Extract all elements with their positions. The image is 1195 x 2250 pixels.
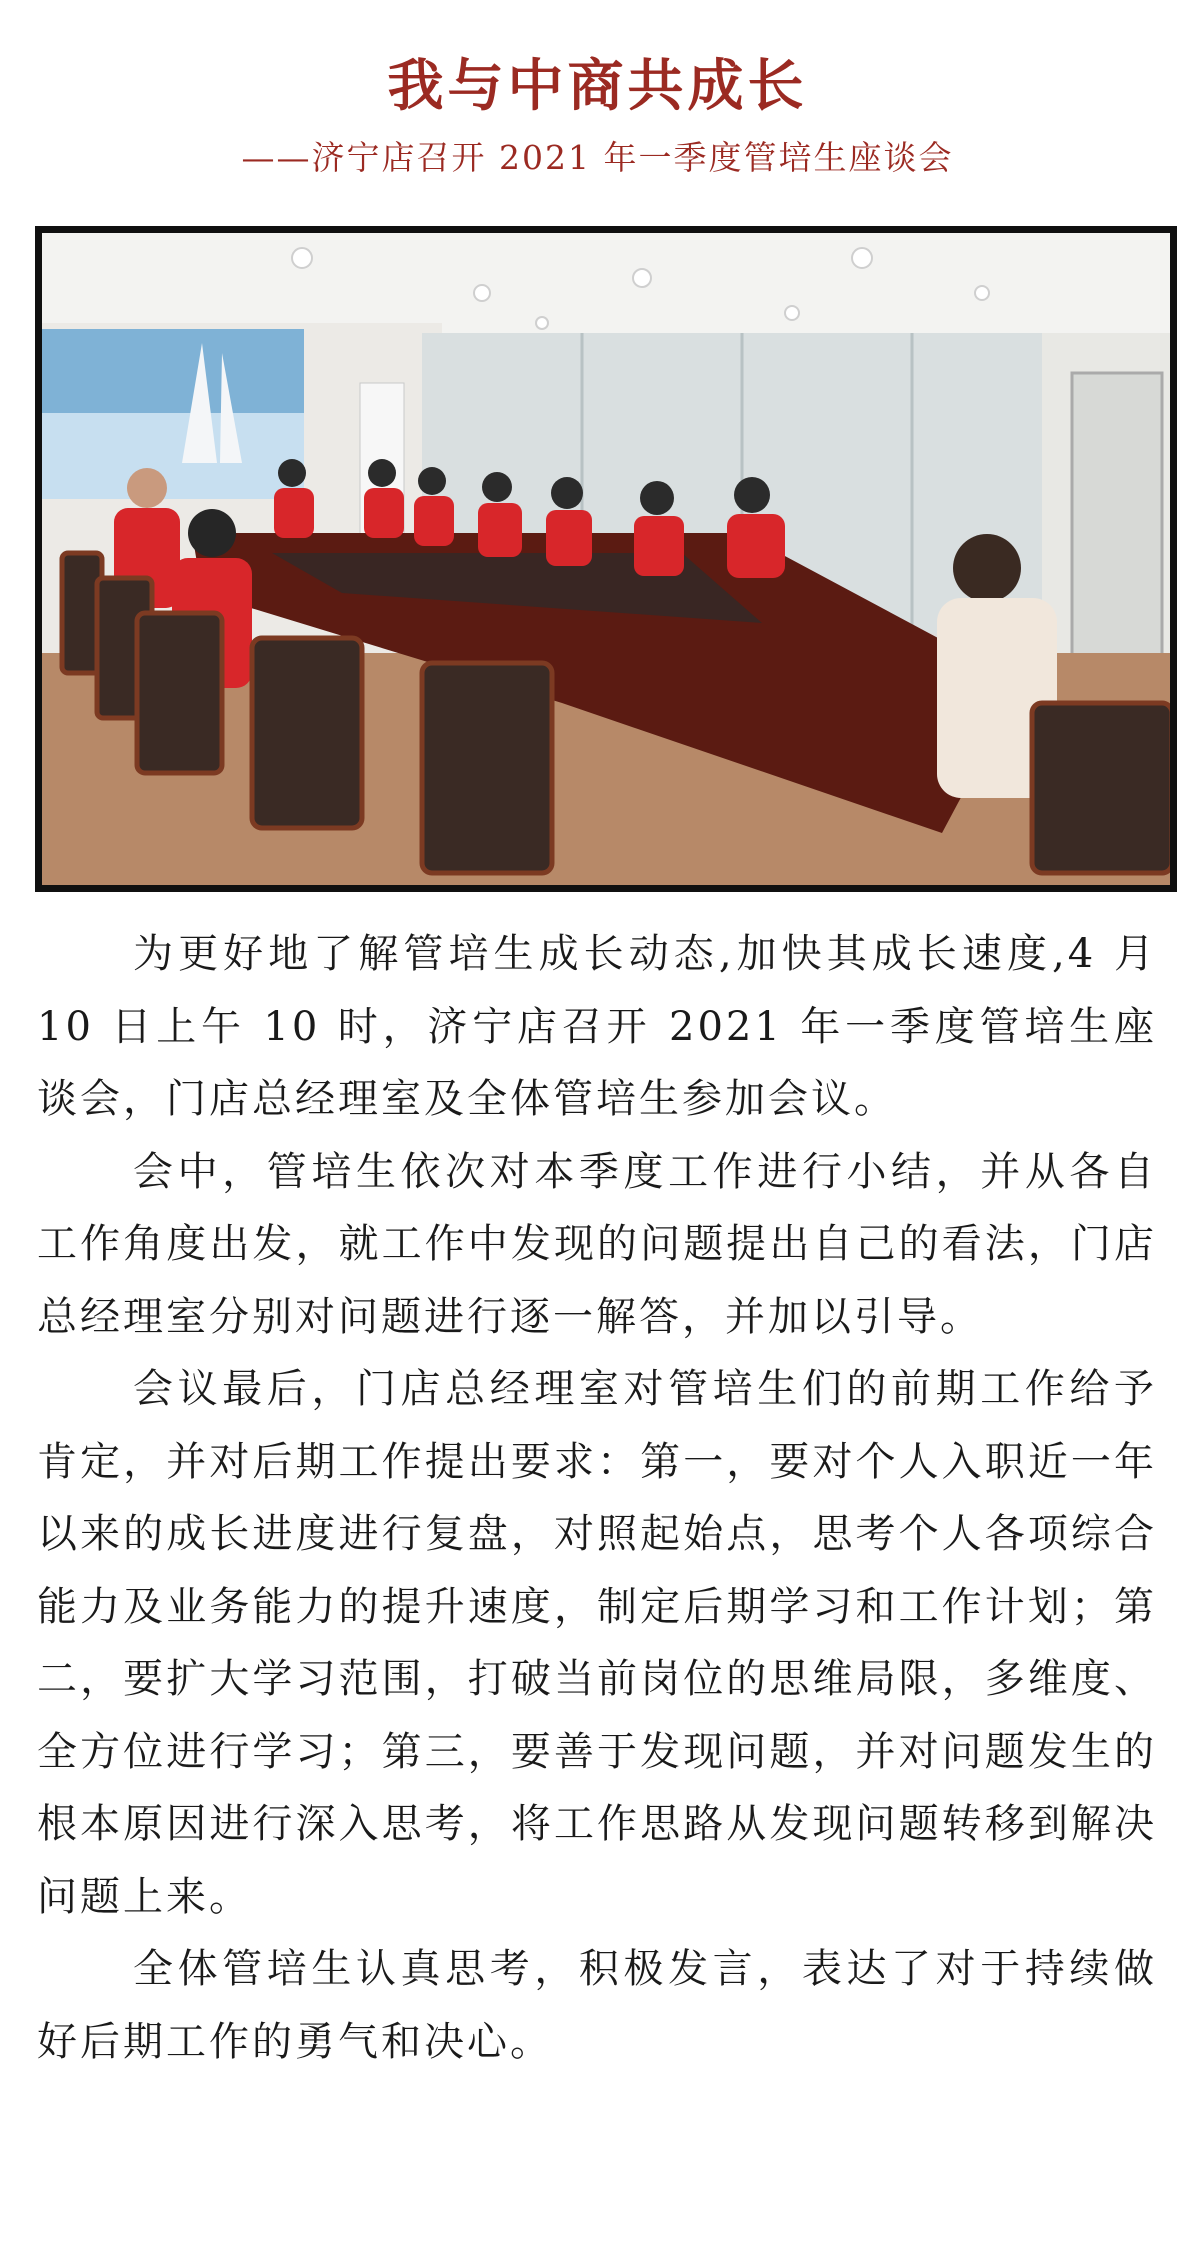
meeting-photo-illustration [42,233,1170,885]
article-subtitle: ——济宁店召开 2021 年一季度管培生座谈会 [241,138,954,177]
door [1072,373,1162,673]
paragraph: 全体管培生认真思考，积极发言，表达了对于持续做好后期工作的勇气和决心。 [37,1946,1157,2065]
paragraph: 会中，管培生依次对本季度工作进行小结，并从各自工作角度出发，就工作中发现的问题提出自己的看法，门店总经理室分别对问题进行逐一解答，并加以引导。 [37,1148,1157,1340]
paragraph: 为更好地了解管培生成长动态,加快其成长速度,4 月 10 日上午 10 时，济宁店召开 2021 年一季度管培生座谈会，门店总经理室及全体管培生参加会议。 [37,931,1157,1122]
article-title: 我与中商共成长 [387,53,808,119]
paragraph: 会议最后，门店总经理室对管培生们的前期工作给予肯定，并对后期工作提出要求：第一，要对个人入职近一年以来的成长进度进行复盘，对照起始点，思考个人各项综合能力及业务能力的提升速度，制定后期学习和工作计划；第二，要扩大学习范围，打破当前岗位的思维局限，多维度、全方位进行学习；第三，要善于发现问题，并对问题发生的根本原因进行深入思考，将工作思路从发现问题转移到解决问题上来。 [37,1366,1157,1920]
meeting-photo [35,226,1177,892]
article-body [37,918,1157,2078]
